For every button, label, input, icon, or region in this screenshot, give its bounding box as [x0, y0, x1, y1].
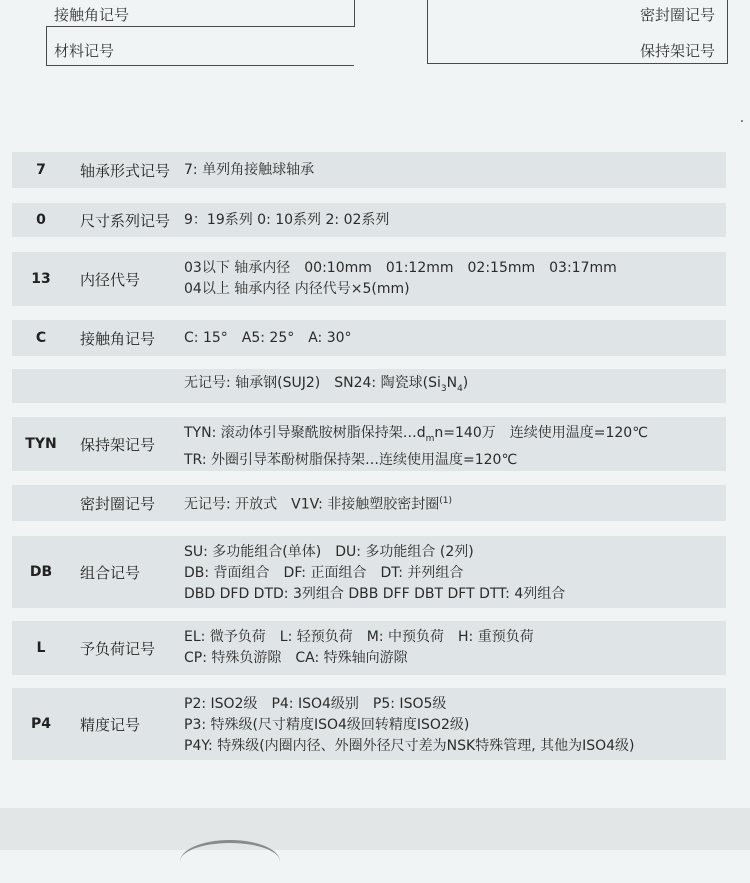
row-code: 7	[12, 152, 70, 188]
row-name: 密封圈记号	[70, 485, 177, 521]
table-row	[12, 536, 726, 608]
desc-line: DBD DFD DTD: 3列组合 DBB DFF DBT DFT DTT: 4列组合	[184, 586, 566, 602]
table-row	[12, 252, 726, 306]
row-name: 保持架记号	[70, 417, 177, 471]
row-code: DB	[12, 536, 70, 608]
row-code	[12, 369, 70, 403]
table-row	[12, 320, 726, 356]
row-code: P4	[12, 688, 70, 760]
row-desc	[177, 536, 726, 608]
row-name	[70, 369, 177, 403]
desc-line	[184, 373, 468, 400]
diagram-line	[46, 26, 47, 66]
desc-line: DB: 背面组合 DF: 正面组合 DT: 并列组合	[184, 565, 464, 581]
table-row	[12, 621, 726, 675]
row-name: 接触角记号	[70, 320, 177, 356]
desc-line: EL: 微予负荷 L: 轻预负荷 M: 中预负荷 H: 重预负荷	[184, 629, 534, 645]
desc-line: C: 15° A5: 25° A: 30°	[184, 329, 352, 346]
diagram-label-material: 材料记号	[54, 42, 115, 60]
desc-line: CP: 特殊负游隙 CA: 特殊轴向游隙	[184, 650, 408, 666]
table-row	[12, 485, 726, 521]
row-desc	[177, 417, 726, 471]
row-name: 组合记号	[70, 536, 177, 608]
row-desc	[177, 485, 726, 521]
stray-mark	[741, 120, 743, 122]
row-desc	[177, 369, 726, 403]
row-code: 13	[12, 252, 70, 306]
desc-text: )	[462, 374, 469, 391]
row-code	[12, 485, 70, 521]
row-name: 内径代号	[70, 252, 177, 306]
desc-text: TYN: 滚动体引导聚酰胺树脂保持架…d	[184, 425, 426, 441]
desc-line: 7: 单列角接触球轴承	[184, 161, 315, 178]
table-row	[12, 152, 726, 188]
row-desc	[177, 688, 726, 760]
diagram-label-seal: 密封圈记号	[640, 6, 716, 24]
row-name: 尺寸系列记号	[70, 203, 177, 237]
subscript: m	[425, 433, 435, 444]
row-name: 予负荷记号	[70, 621, 177, 675]
row-desc	[177, 252, 726, 306]
subscript: 3	[440, 383, 447, 394]
row-desc	[177, 320, 726, 356]
table-row	[12, 203, 726, 237]
desc-text: n=140万 连续使用温度=120℃	[434, 425, 648, 441]
desc-line: 04以上 轴承内径 内径代号×5(mm)	[184, 281, 410, 297]
desc-line	[184, 491, 452, 516]
table-row	[12, 417, 726, 471]
desc-text: 无记号: 轴承钢(SUJ2) SN24: 陶瓷球(Si	[184, 374, 441, 391]
row-name: 轴承形式记号	[70, 152, 177, 188]
desc-line: TR: 外圈引导苯酚树脂保持架…连续使用温度=120℃	[184, 451, 518, 468]
table-row	[12, 369, 726, 403]
footer-band	[0, 808, 750, 850]
desc-line: P3: 特殊级(尺寸精度ISO4级回转精度ISO2级)	[184, 717, 470, 733]
desc-line: P4Y: 特殊级(内圈内径、外圈外径尺寸差为NSK特殊管理, 其他为ISO4级)	[184, 738, 635, 754]
diagram-line	[427, 0, 428, 64]
desc-line: P2: ISO2级 P4: ISO4级别 P5: ISO5级	[184, 696, 447, 712]
desc-line: SU: 多功能组合(单体) DU: 多功能组合 (2列)	[184, 544, 474, 560]
desc-line: 03以下 轴承内径 00:10mm 01:12mm 02:15mm 03:17mm	[184, 260, 617, 276]
row-code: 0	[12, 203, 70, 237]
desc-line: 9：19系列 0: 10系列 2: 02系列	[184, 211, 390, 228]
diagram-label-contact-angle: 接触角记号	[54, 6, 130, 24]
desc-line	[184, 423, 726, 450]
diagram-line	[427, 63, 727, 64]
subscript: 4	[457, 383, 463, 394]
diagram-line	[46, 65, 354, 66]
footer-arc-decoration	[180, 840, 280, 883]
desc-text: N	[446, 374, 458, 391]
diagram-line	[727, 0, 728, 64]
footnote-mark: (1)	[439, 495, 453, 506]
row-code: TYN	[12, 417, 70, 471]
row-code: L	[12, 621, 70, 675]
diagram-label-cage: 保持架记号	[640, 42, 716, 60]
table-row	[12, 688, 726, 760]
row-code: C	[12, 320, 70, 356]
row-desc	[177, 203, 726, 237]
row-desc	[177, 152, 726, 188]
row-name: 精度记号	[70, 688, 177, 760]
desc-text: 无记号: 开放式 V1V: 非接触塑胶密封圈	[184, 496, 440, 513]
row-desc	[177, 621, 726, 675]
